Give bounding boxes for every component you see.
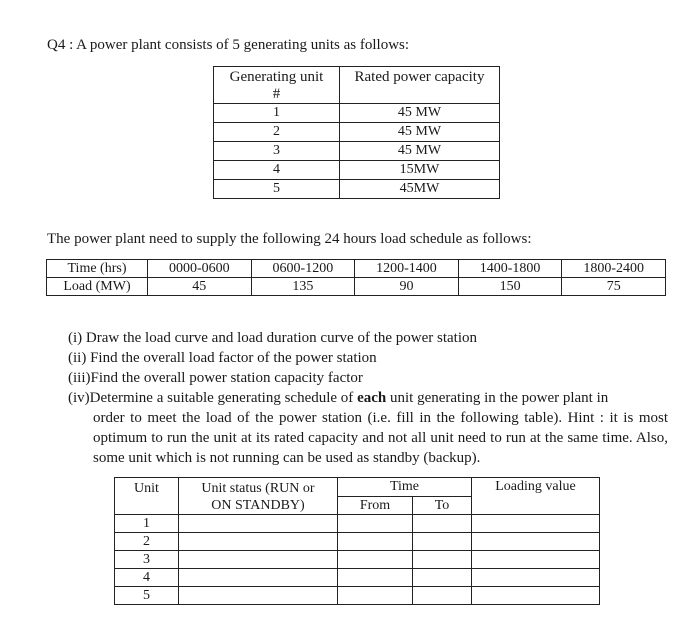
generating-units-table <box>213 66 500 199</box>
question-list <box>68 328 668 468</box>
emphasis-each: each <box>357 390 387 406</box>
status-cell[interactable] <box>179 569 338 587</box>
table-row <box>214 180 500 199</box>
from-cell[interactable] <box>338 515 413 533</box>
schedule-unit: 1 <box>115 515 179 533</box>
to-cell[interactable] <box>413 569 472 587</box>
load-cell: 150 <box>458 278 562 296</box>
load-cell: 135 <box>251 278 355 296</box>
load-schedule-intro: The power plant need to supply the following 24 hours load schedule as follows: <box>47 231 532 247</box>
to-cell[interactable] <box>413 515 472 533</box>
schedule-header-status: Unit status (RUN or ON STANDBY) <box>179 478 338 515</box>
to-cell[interactable] <box>413 587 472 605</box>
time-row-label: Time (hrs) <box>47 260 148 278</box>
unit-number: 4 <box>214 161 340 180</box>
table-row <box>115 515 600 533</box>
load-schedule-table <box>46 259 666 296</box>
unit-capacity: 15MW <box>340 161 500 180</box>
unit-capacity: 45 MW <box>340 104 500 123</box>
schedule-unit: 2 <box>115 533 179 551</box>
schedule-unit: 5 <box>115 587 179 605</box>
question-title: Q4 : A power plant consists of 5 generating units as follows: <box>47 37 410 53</box>
schedule-header-time: Time <box>338 478 472 497</box>
from-cell[interactable] <box>338 569 413 587</box>
schedule-header-from: From <box>338 496 413 515</box>
question-iii: (iii)Find the overall power station capacity factor <box>68 370 363 386</box>
table-row <box>115 533 600 551</box>
schedule-header-unit: Unit <box>115 478 179 515</box>
to-cell[interactable] <box>413 533 472 551</box>
question-iv-first-line: (iv)Determine a suitable generating schedule of each unit generating in the power plant in <box>68 390 609 406</box>
question-iv-continuation: order to meet the load of the power station (i.e. fill in the following table). Hint : it is most optimum to run the unit at its rated capacity and not all unit need to run at the same time. Also, some unit which is not running can be used as standby (backup). <box>93 410 668 466</box>
time-cell: 1800-2400 <box>562 260 666 278</box>
time-cell: 0600-1200 <box>251 260 355 278</box>
time-cell: 1200-1400 <box>355 260 459 278</box>
schedule-unit: 4 <box>115 569 179 587</box>
from-cell[interactable] <box>338 551 413 569</box>
table-row <box>214 161 500 180</box>
load-row-label: Load (MW) <box>47 278 148 296</box>
time-cell: 1400-1800 <box>458 260 562 278</box>
status-cell[interactable] <box>179 533 338 551</box>
load-cell: 45 <box>148 278 252 296</box>
loading-cell[interactable] <box>472 551 600 569</box>
schedule-unit: 3 <box>115 551 179 569</box>
loading-cell[interactable] <box>472 569 600 587</box>
table-header-row <box>115 478 600 497</box>
table-row <box>47 260 666 278</box>
status-cell[interactable] <box>179 587 338 605</box>
loading-cell[interactable] <box>472 587 600 605</box>
load-cell: 90 <box>355 278 459 296</box>
units-header-unit: Generating unit # <box>214 67 340 104</box>
table-row <box>214 123 500 142</box>
status-cell[interactable] <box>179 551 338 569</box>
unit-number: 5 <box>214 180 340 199</box>
generating-schedule-table <box>114 477 600 605</box>
question-iv <box>68 388 668 468</box>
question-ii: (ii) Find the overall load factor of the power station <box>68 350 377 366</box>
from-cell[interactable] <box>338 533 413 551</box>
unit-number: 2 <box>214 123 340 142</box>
table-row <box>214 104 500 123</box>
loading-cell[interactable] <box>472 515 600 533</box>
schedule-header-to: To <box>413 496 472 515</box>
load-cell: 75 <box>562 278 666 296</box>
loading-cell[interactable] <box>472 533 600 551</box>
table-row <box>47 278 666 296</box>
table-row <box>115 587 600 605</box>
time-cell: 0000-0600 <box>148 260 252 278</box>
schedule-header-loading: Loading value <box>472 478 600 515</box>
to-cell[interactable] <box>413 551 472 569</box>
unit-number: 1 <box>214 104 340 123</box>
unit-capacity: 45 MW <box>340 123 500 142</box>
status-cell[interactable] <box>179 515 338 533</box>
from-cell[interactable] <box>338 587 413 605</box>
unit-number: 3 <box>214 142 340 161</box>
table-row <box>115 569 600 587</box>
units-header-capacity: Rated power capacity <box>340 67 500 104</box>
question-i: (i) Draw the load curve and load duration curve of the power station <box>68 330 478 346</box>
table-row <box>115 551 600 569</box>
table-row <box>214 142 500 161</box>
unit-capacity: 45MW <box>340 180 500 199</box>
unit-capacity: 45 MW <box>340 142 500 161</box>
